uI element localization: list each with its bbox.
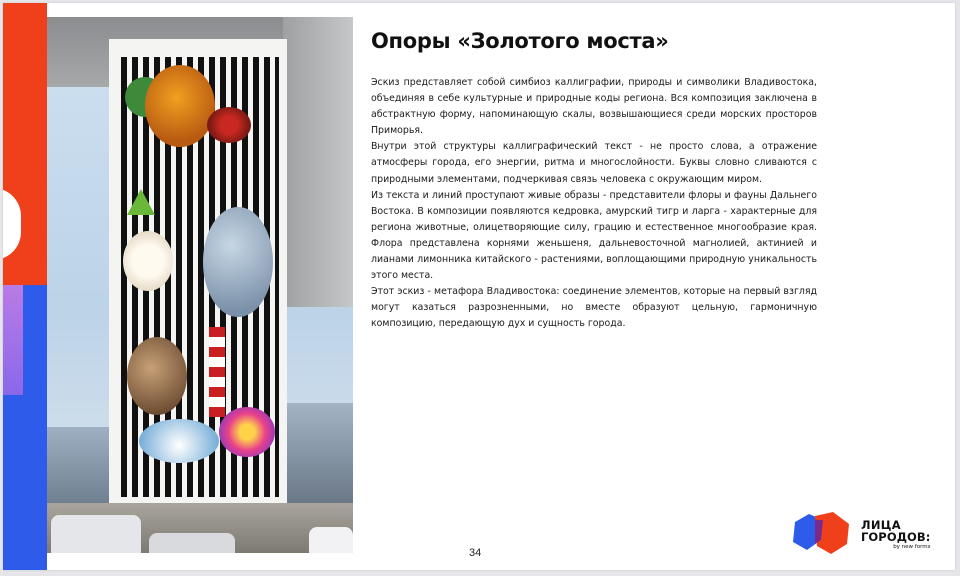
body-paragraph: Внутри этой структуры каллиграфический текст - не просто слова, а отражение атмосферы города, его энергии, ритма и многослойности. Буквы словно сливаются с природными элементами, подчеркивая связь человека с окружающим миром. xyxy=(371,141,817,185)
parked-car xyxy=(149,533,235,553)
slide-title: Опоры «Золотого моста» xyxy=(371,29,669,53)
brand-logo-text xyxy=(861,519,931,551)
berries-image xyxy=(207,107,251,143)
seal-image xyxy=(203,207,273,317)
brand-stripe-accent xyxy=(3,285,23,395)
brand-name-line1: ЛИЦА xyxy=(861,518,901,532)
tiger-image xyxy=(145,65,215,147)
body-paragraph: Эскиз представляет собой симбиоз каллиграфии, природы и символики Владивостока, объединяя в себе культурные и природные коды региона. Вся композиция заключена в абстрактную форму, напоминающую скалы, возвышающиеся среди морских просторов Приморья. xyxy=(371,77,817,137)
presentation-slide xyxy=(3,3,955,570)
slide-body-text xyxy=(371,75,817,333)
body-paragraph: Этот эскиз - метафора Владивостока: соединение элементов, которые на первый взгляд могут казаться разрозненными, но вместе образуют цельную, гармоничную композицию, передающую дух и сущность города. xyxy=(371,286,817,330)
city-buildings-right xyxy=(287,403,353,503)
brand-logo-icon xyxy=(789,510,853,556)
green-shape xyxy=(127,189,155,215)
brand-subline: by new forms xyxy=(893,544,931,550)
body-paragraph: Из текста и линий проступают живые образы - представители флоры и фауны Дальнего Востока. В композиции появляются кедровка, амурский тигр и ларга - характерные для региона животные, олицетворяющие силу, грацию и естественное многообразие края. Флора представлена корнями женьшеня, дальневосточной магнолией, актинией и лианами лимонника китайского - растениями, воплощающими природную уникальность этого места. xyxy=(371,189,817,282)
city-buildings-left xyxy=(47,427,109,503)
parked-car xyxy=(309,527,353,553)
bridge-support xyxy=(283,17,353,307)
anemone-image xyxy=(219,407,275,457)
magnolia-image xyxy=(123,231,173,291)
nutcracker-bird-image xyxy=(127,337,187,415)
brand-name-line2: ГОРОДОВ: xyxy=(861,530,931,544)
mural-photo xyxy=(47,17,353,553)
page-number: 34 xyxy=(469,547,482,559)
lighthouse-image xyxy=(209,327,225,417)
parked-car xyxy=(51,515,141,553)
waves-image xyxy=(139,419,219,463)
